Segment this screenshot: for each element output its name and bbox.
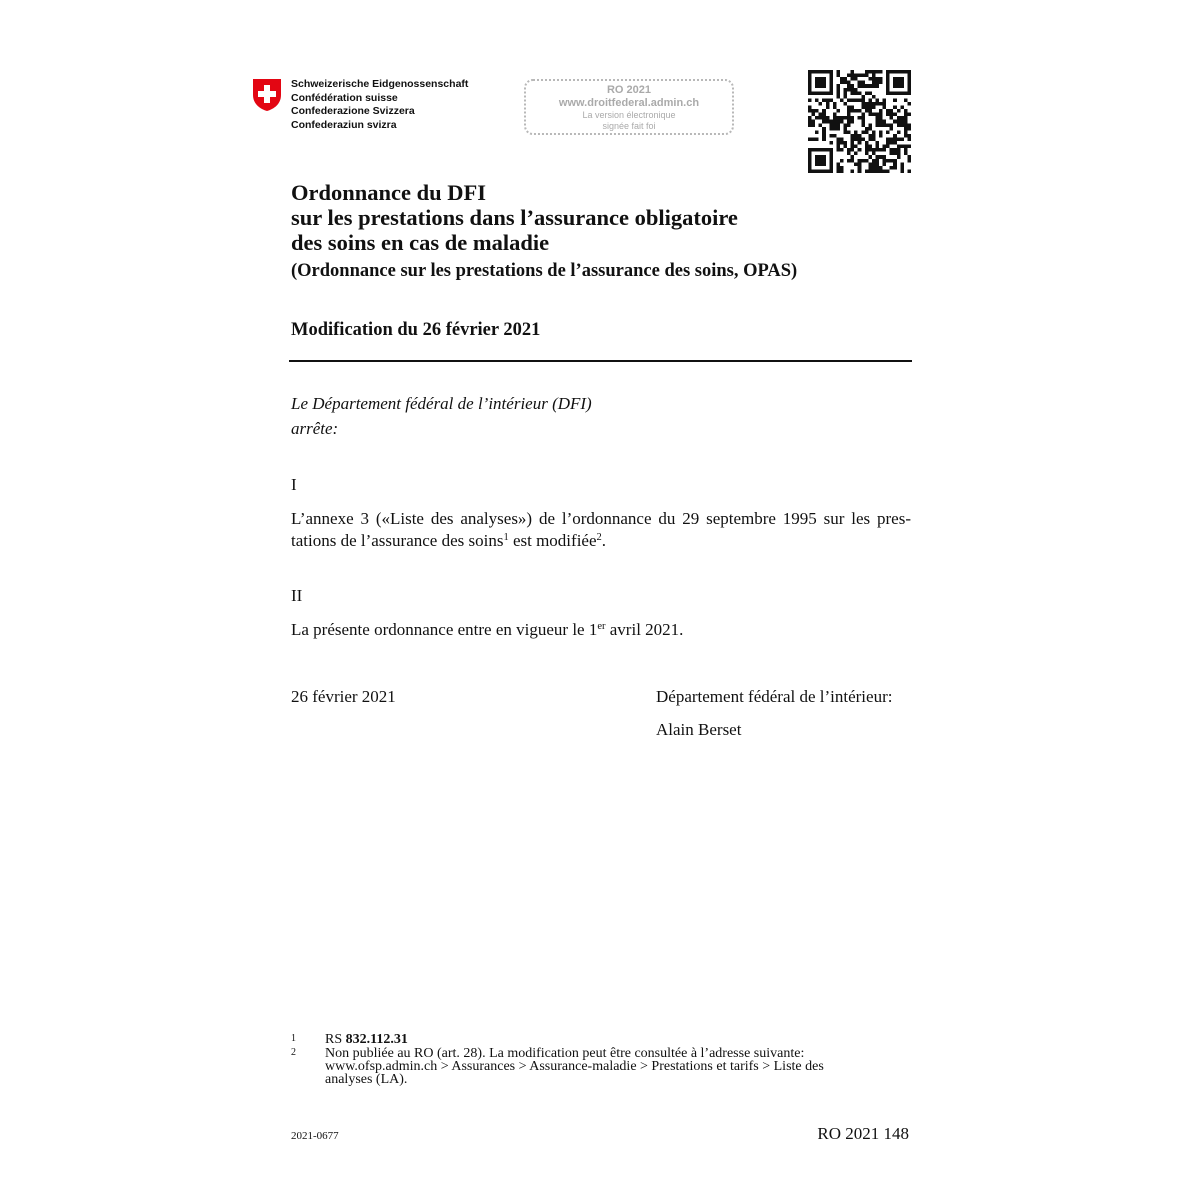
modification-date: Modification du 26 février 2021 bbox=[291, 320, 541, 340]
footnote-2-text bbox=[325, 1047, 911, 1086]
footnote-1-number: 1 bbox=[291, 1033, 296, 1044]
footnote-2-line-3: analyses (LA). bbox=[325, 1072, 408, 1087]
title-line-3: des soins en cas de maladie bbox=[291, 230, 550, 255]
section-ii-paragraph bbox=[291, 619, 911, 641]
federation-names bbox=[291, 78, 468, 132]
title-line-2: sur les prestations dans l’assurance obligatoire bbox=[291, 205, 738, 230]
document-number: 2021-0677 bbox=[291, 1130, 339, 1142]
stamp-note-1: La version électronique bbox=[582, 110, 676, 120]
section-heading-i: I bbox=[291, 475, 297, 494]
section-i-text-a: tations de l’assurance des soins bbox=[291, 531, 504, 550]
stamp-note-2: signée fait foi bbox=[602, 121, 656, 131]
qr-code bbox=[808, 70, 911, 173]
federation-name-it: Confederazione Svizzera bbox=[291, 105, 415, 117]
signature-name: Alain Berset bbox=[656, 720, 742, 739]
signature-date: 26 février 2021 bbox=[291, 687, 396, 706]
footnote-2-line-1: Non publiée au RO (art. 28). La modification peut être consultée à l’adresse suivante: bbox=[325, 1046, 805, 1061]
footnote-1 bbox=[291, 1033, 911, 1046]
section-i-text-c: . bbox=[601, 531, 607, 550]
section-heading-ii: II bbox=[291, 586, 303, 605]
footnote-2 bbox=[291, 1047, 911, 1086]
stamp-collection: RO 2021 bbox=[606, 84, 652, 96]
section-i-text-b: est modifiée bbox=[508, 531, 597, 550]
section-i-paragraph bbox=[291, 508, 911, 552]
swiss-coat-of-arms-logo bbox=[252, 78, 282, 112]
section-ii-text-b: avril 2021. bbox=[605, 620, 684, 639]
footnote-1-rs-number: 832.112.31 bbox=[345, 1032, 408, 1047]
footnote-2-line-2[interactable]: www.ofsp.admin.ch > Assurances > Assurance-maladie > Prestations et tarifs > Liste des bbox=[325, 1059, 824, 1074]
title-line-1: Ordonnance du DFI bbox=[291, 180, 487, 205]
federation-name-fr: Confédération suisse bbox=[291, 91, 398, 104]
issuing-authority: Le Département fédéral de l’intérieur (DFI) bbox=[291, 394, 592, 413]
footnote-ref-1[interactable]: 1 bbox=[503, 532, 509, 543]
stamp-url: www.droitfederal.admin.ch bbox=[558, 97, 700, 109]
decrees-word: arrête: bbox=[291, 419, 339, 438]
federation-name-de: Schweizerische Eidgenossenschaft bbox=[291, 78, 469, 90]
preamble bbox=[291, 391, 592, 441]
footnote-2-number: 2 bbox=[291, 1047, 296, 1058]
ro-reference: RO 2021 148 bbox=[817, 1124, 909, 1143]
federation-name-rm: Confederaziun svizra bbox=[291, 118, 397, 131]
signature-department: Département fédéral de l’intérieur: bbox=[656, 687, 893, 706]
document-subtitle: (Ordonnance sur les prestations de l’assurance des soins, OPAS) bbox=[291, 261, 798, 281]
ordinal-suffix: er bbox=[597, 621, 606, 632]
electronic-version-stamp bbox=[524, 79, 734, 135]
footnote-ref-2[interactable]: 2 bbox=[596, 532, 602, 543]
footnote-1-text bbox=[325, 1033, 911, 1046]
footnote-1-prefix: RS bbox=[325, 1032, 346, 1047]
section-i-line-1: L’annexe 3 («Liste des analyses») de l’ordonnance du 29 septembre 1995 sur les pres- bbox=[291, 509, 911, 528]
section-ii-text-a: La présente ordonnance entre en vigueur le 1 bbox=[291, 620, 598, 639]
title-divider bbox=[289, 360, 912, 362]
section-i-line-2 bbox=[291, 530, 911, 552]
document-title bbox=[291, 180, 911, 255]
section-ii-line bbox=[291, 619, 911, 641]
